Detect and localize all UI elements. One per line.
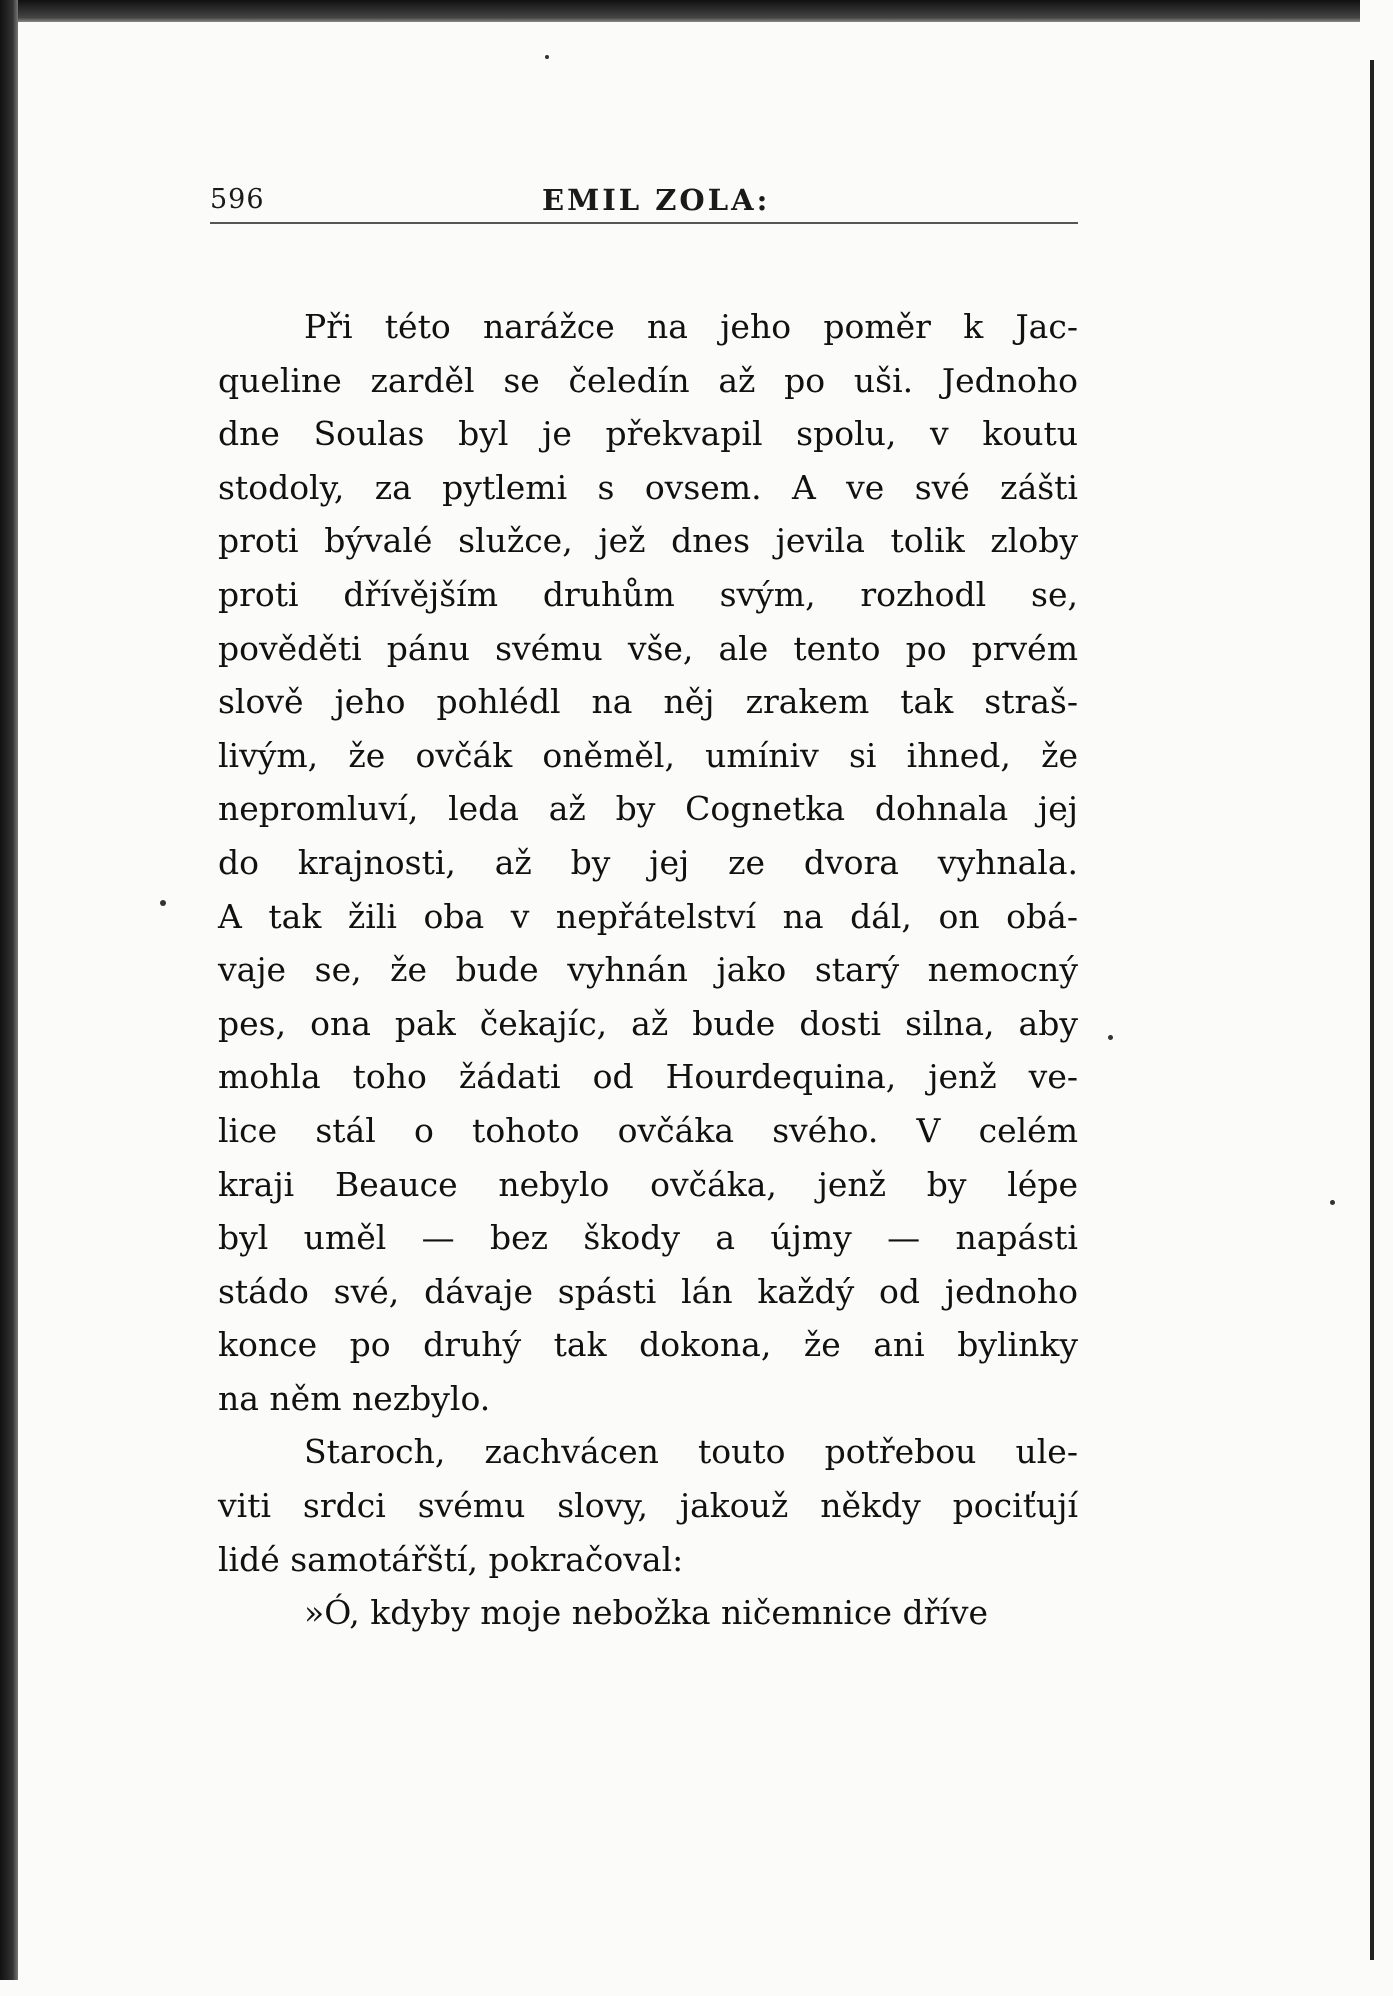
paragraph (218, 300, 1078, 1425)
text-line: byl uměl — bez škody a újmy — napásti (218, 1218, 1078, 1258)
scan-speck (1330, 1200, 1335, 1205)
text-line: Při této narážce na jeho poměr k Jac- (304, 307, 1078, 346)
text-line: mohla toho žádati od Hourdequina, jenž ve- (218, 1057, 1078, 1097)
paragraph (218, 1425, 1078, 1586)
text-line: nepromluví, leda až by Cognetka dohnala jej (218, 789, 1078, 829)
text-line: stádo své, dávaje spásti lán každý od jednoho (218, 1271, 1078, 1311)
text-line: konce po druhý tak dokona, že ani bylinky (218, 1325, 1078, 1365)
scan-left-edge (0, 0, 18, 1996)
text-line: viti srdci svému slovy, jakouž někdy pociťují (218, 1486, 1078, 1526)
body-text (218, 300, 1078, 1640)
text-line: do krajnosti, až by jej ze dvora vyhnala. (218, 842, 1078, 882)
page-number: 596 (210, 184, 265, 215)
text-line: proti bývalé služce, jež dnes jevila tolik zloby (218, 521, 1078, 561)
text-line: proti dřívějším druhům svým, rozhodl se, (218, 574, 1078, 614)
binding-shadow (1370, 60, 1374, 1960)
text-line: slově jeho pohlédl na něj zrakem tak straš- (218, 682, 1078, 722)
paragraph (218, 1586, 1078, 1640)
text-line: lidé samotářští, pokračoval: (218, 1539, 684, 1579)
running-title: EMIL ZOLA: (542, 183, 771, 217)
text-line: lice stál o tohoto ovčáka svého. V celém (218, 1110, 1078, 1150)
text-line: »Ó, kdyby moje nebožka ničemnice dříve (304, 1593, 989, 1633)
scan-right-edge (1360, 0, 1393, 1996)
scan-top-edge (0, 0, 1393, 22)
text-line: na něm nezbylo. (218, 1378, 491, 1418)
text-line: Staroch, zachvácen touto potřebou ule- (304, 1432, 1078, 1472)
text-line: pověděti pánu svému vše, ale tento po prvém (218, 628, 1078, 668)
scan-speck (1108, 1035, 1113, 1040)
scan-bottom-edge (0, 1980, 1393, 1996)
scan-speck (545, 55, 549, 59)
text-line: dne Soulas byl je překvapil spolu, v koutu (218, 414, 1078, 454)
text-line: vaje se, že bude vyhnán jako starý nemocný (218, 950, 1078, 990)
page-header (210, 176, 1078, 224)
text-line: A tak žili oba v nepřátelství na dál, on obá- (218, 896, 1078, 936)
text-line: kraji Beauce nebylo ovčáka, jenž by lépe (218, 1164, 1078, 1204)
text-line: pes, ona pak čekajíc, až bude dosti silna, aby (218, 1003, 1078, 1043)
text-line: stodoly, za pytlemi s ovsem. A ve své zášti (218, 467, 1078, 507)
scan-speck (160, 900, 166, 906)
text-line: livým, že ovčák oněměl, umíniv si ihned, že (218, 735, 1078, 775)
text-line: queline zarděl se čeledín až po uši. Jednoho (218, 360, 1078, 400)
